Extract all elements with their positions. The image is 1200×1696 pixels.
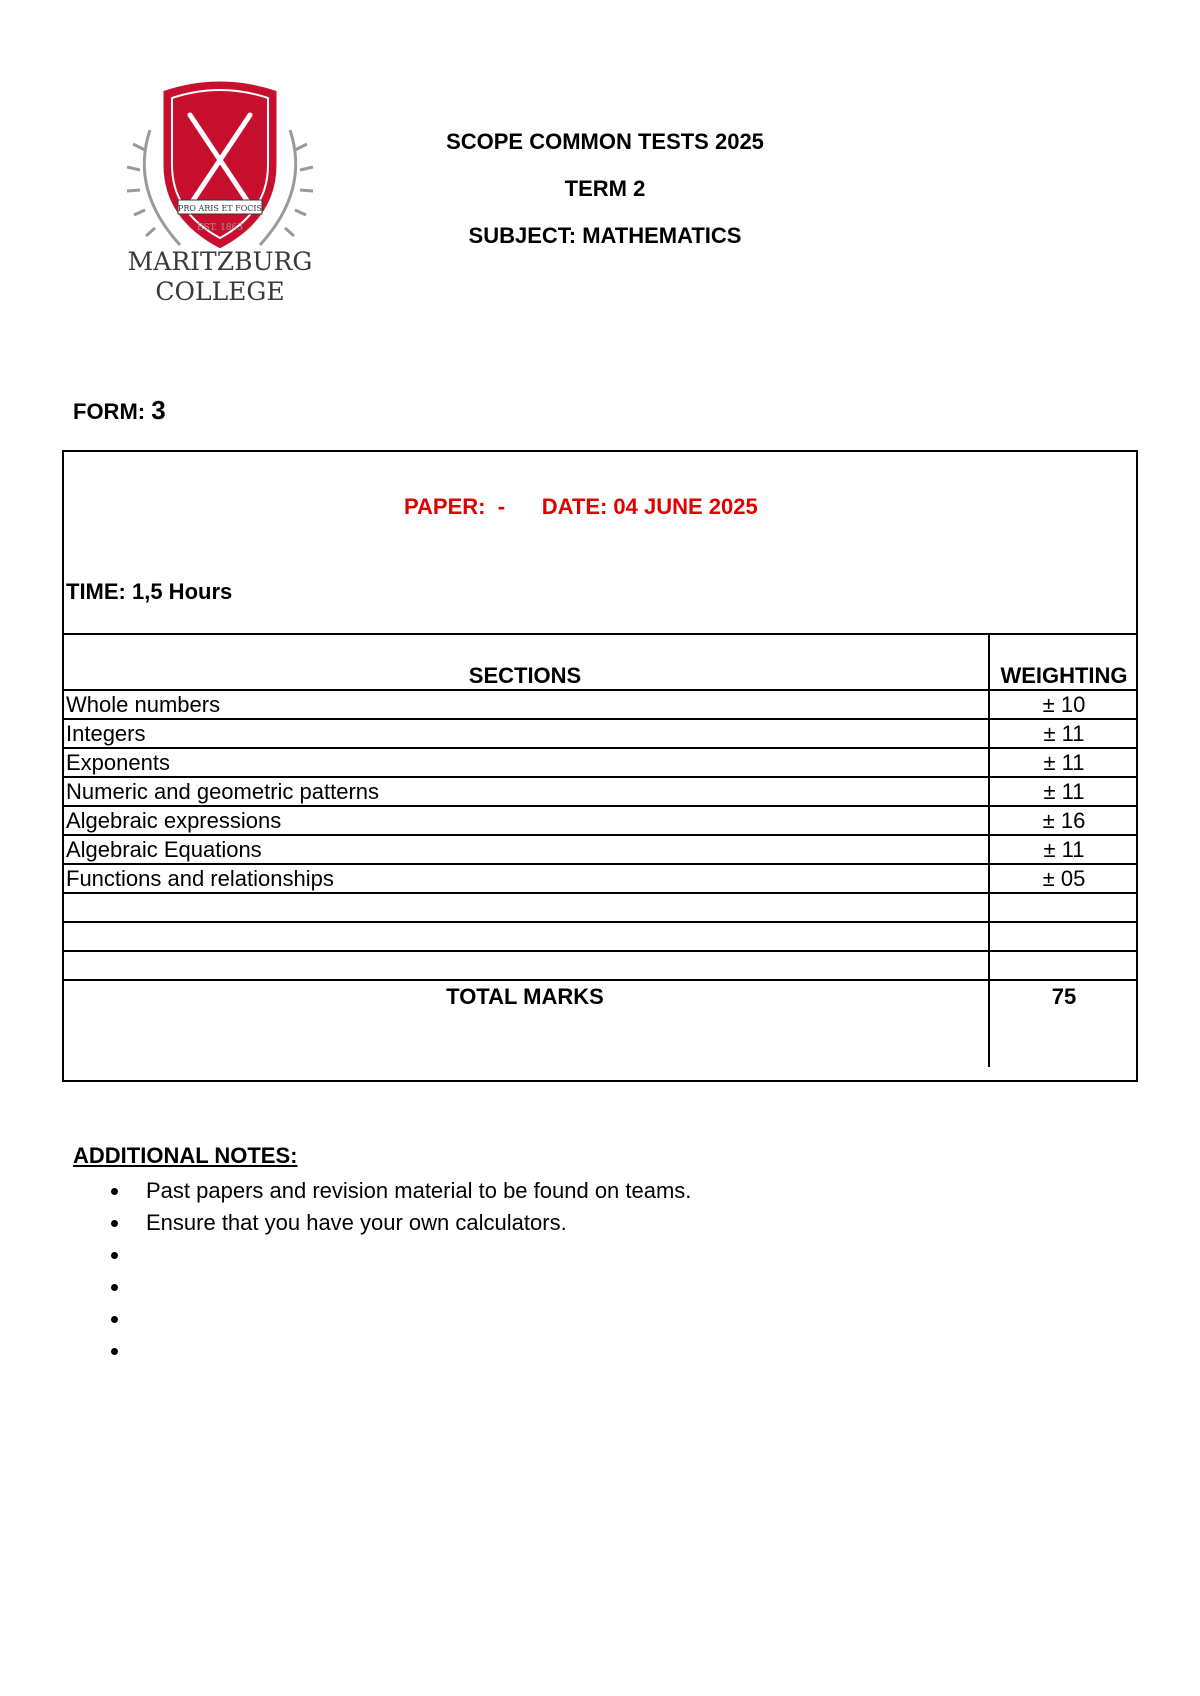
- weight-cell: [989, 951, 1138, 980]
- school-logo: [110, 70, 330, 315]
- section-cell: Algebraic Equations: [62, 835, 989, 864]
- section-cell: [62, 893, 989, 922]
- section-cell: Exponents: [62, 748, 989, 777]
- weight-cell: ± 11: [989, 748, 1138, 777]
- section-cell: Functions and relationships: [62, 864, 989, 893]
- table-row: [62, 893, 1138, 922]
- total-row: [62, 980, 1138, 1067]
- table-row: [62, 777, 1138, 806]
- table-row: [62, 864, 1138, 893]
- notes-list: [0, 1175, 900, 1367]
- weight-cell: ± 11: [989, 719, 1138, 748]
- section-cell: [62, 951, 989, 980]
- table-row: [62, 835, 1138, 864]
- svg-text:COLLEGE: COLLEGE: [155, 277, 285, 306]
- section-cell: Integers: [62, 719, 989, 748]
- section-cell: [62, 922, 989, 951]
- svg-text:MARITZBURG: MARITZBURG: [127, 247, 313, 276]
- table-row: [62, 719, 1138, 748]
- table-row: [62, 951, 1138, 980]
- term-label: TERM 2: [564, 176, 646, 201]
- table-header-row: [62, 634, 1138, 690]
- paper-date-line: [404, 494, 758, 520]
- form-value: 3: [151, 395, 166, 425]
- list-item: [0, 1335, 900, 1367]
- section-cell: Algebraic expressions: [62, 806, 989, 835]
- weight-cell: ± 11: [989, 777, 1138, 806]
- document-header: [380, 118, 830, 259]
- list-item: [0, 1271, 900, 1303]
- table-row: [62, 806, 1138, 835]
- total-label: TOTAL MARKS: [62, 980, 989, 1067]
- list-item: Ensure that you have your own calculators.: [0, 1207, 900, 1239]
- form-line: [73, 395, 166, 426]
- time-label: TIME: 1,5 Hours: [66, 579, 233, 604]
- weighting-header: WEIGHTING: [989, 634, 1138, 690]
- section-cell: Numeric and geometric patterns: [62, 777, 989, 806]
- weight-cell: [989, 893, 1138, 922]
- table-row: [62, 690, 1138, 719]
- weight-cell: ± 16: [989, 806, 1138, 835]
- test-title: SCOPE COMMON TESTS 2025: [446, 129, 764, 154]
- weighting-table: [62, 633, 1138, 1067]
- form-label: FORM:: [73, 399, 146, 424]
- list-item: [0, 1239, 900, 1271]
- list-item: [0, 1303, 900, 1335]
- notes-title: ADDITIONAL NOTES:: [73, 1143, 298, 1168]
- weight-cell: ± 11: [989, 835, 1138, 864]
- date-label: DATE: 04 JUNE 2025: [541, 494, 758, 519]
- weight-cell: [989, 922, 1138, 951]
- table-row: [62, 748, 1138, 777]
- weight-cell: ± 10: [989, 690, 1138, 719]
- svg-text:EST. 1863: EST. 1863: [196, 223, 244, 233]
- weight-cell: ± 05: [989, 864, 1138, 893]
- paper-label: PAPER: -: [404, 494, 506, 519]
- test-info-box: [62, 450, 1138, 1082]
- section-cell: Whole numbers: [62, 690, 989, 719]
- sections-header: SECTIONS: [62, 634, 989, 690]
- table-row: [62, 922, 1138, 951]
- list-item: Past papers and revision material to be found on teams.: [0, 1175, 900, 1207]
- svg-text:PRO ARIS ET FOCIS: PRO ARIS ET FOCIS: [177, 204, 263, 213]
- subject-label: SUBJECT: MATHEMATICS: [468, 223, 742, 248]
- total-value: 75: [989, 980, 1138, 1067]
